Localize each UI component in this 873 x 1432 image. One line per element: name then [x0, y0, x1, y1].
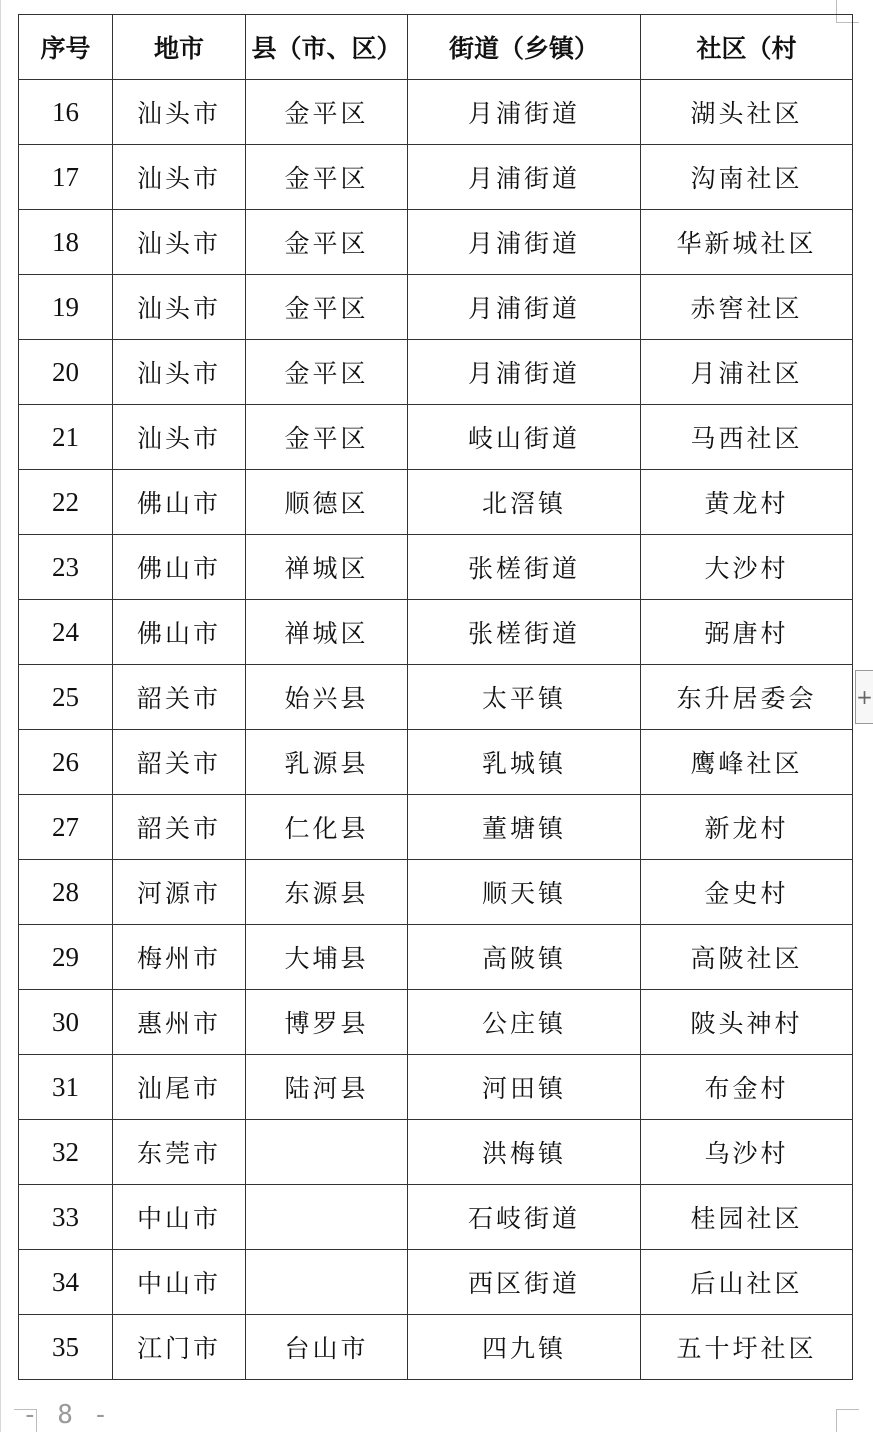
cell-city: 韶关市	[113, 795, 246, 860]
cell-county: 禅城区	[246, 535, 408, 600]
table-row	[19, 535, 853, 600]
table-row	[19, 405, 853, 470]
cell-county: 金平区	[246, 210, 408, 275]
cell-county: 顺德区	[246, 470, 408, 535]
cell-index: 31	[19, 1055, 113, 1120]
table-row	[19, 730, 853, 795]
cell-county: 陆河县	[246, 1055, 408, 1120]
cell-city: 韶关市	[113, 730, 246, 795]
cell-county: 金平区	[246, 405, 408, 470]
table-row	[19, 990, 853, 1055]
cell-county: 金平区	[246, 275, 408, 340]
cell-street: 乳城镇	[408, 730, 641, 795]
cell-community: 桂园社区	[641, 1185, 853, 1250]
cell-county: 金平区	[246, 340, 408, 405]
table-body	[19, 80, 853, 1380]
cell-index: 30	[19, 990, 113, 1055]
table-row	[19, 795, 853, 860]
cell-county: 仁化县	[246, 795, 408, 860]
table-row	[19, 275, 853, 340]
cell-street: 河田镇	[408, 1055, 641, 1120]
table-header-row	[19, 15, 853, 80]
cell-community: 金史村	[641, 860, 853, 925]
cell-street: 四九镇	[408, 1315, 641, 1380]
cell-community: 弼唐村	[641, 600, 853, 665]
header-community: 社区（村	[641, 15, 853, 80]
cell-index: 19	[19, 275, 113, 340]
cell-community: 沟南社区	[641, 145, 853, 210]
table-row	[19, 80, 853, 145]
header-city: 地市	[113, 15, 246, 80]
cell-county: 台山市	[246, 1315, 408, 1380]
cell-county: 始兴县	[246, 665, 408, 730]
cell-city: 东莞市	[113, 1120, 246, 1185]
cell-index: 20	[19, 340, 113, 405]
cell-street: 高陂镇	[408, 925, 641, 990]
cell-street: 张槎街道	[408, 600, 641, 665]
cell-index: 18	[19, 210, 113, 275]
cell-city: 梅州市	[113, 925, 246, 990]
table-row	[19, 860, 853, 925]
cell-city: 佛山市	[113, 470, 246, 535]
cell-street: 太平镇	[408, 665, 641, 730]
cell-index: 16	[19, 80, 113, 145]
cell-city: 汕头市	[113, 340, 246, 405]
cell-community: 大沙村	[641, 535, 853, 600]
page-edge	[0, 0, 1, 1432]
cell-street: 公庄镇	[408, 990, 641, 1055]
community-list-table	[18, 14, 853, 1380]
cell-community: 华新城社区	[641, 210, 853, 275]
cell-county	[246, 1185, 408, 1250]
cell-city: 汕头市	[113, 145, 246, 210]
cell-index: 22	[19, 470, 113, 535]
cell-street: 月浦街道	[408, 340, 641, 405]
cell-city: 汕尾市	[113, 1055, 246, 1120]
cell-city: 河源市	[113, 860, 246, 925]
cell-street: 月浦街道	[408, 145, 641, 210]
cell-index: 32	[19, 1120, 113, 1185]
table-row	[19, 600, 853, 665]
cell-street: 月浦街道	[408, 80, 641, 145]
cell-street: 月浦街道	[408, 275, 641, 340]
cell-street: 西区街道	[408, 1250, 641, 1315]
cell-community: 马西社区	[641, 405, 853, 470]
cell-street: 顺天镇	[408, 860, 641, 925]
table-row	[19, 1120, 853, 1185]
cell-index: 25	[19, 665, 113, 730]
cell-city: 汕头市	[113, 275, 246, 340]
cell-index: 35	[19, 1315, 113, 1380]
cell-community: 赤窖社区	[641, 275, 853, 340]
cell-community: 乌沙村	[641, 1120, 853, 1185]
cell-county: 金平区	[246, 80, 408, 145]
cell-city: 汕头市	[113, 405, 246, 470]
header-index: 序号	[19, 15, 113, 80]
cell-community: 月浦社区	[641, 340, 853, 405]
cell-community: 陂头神村	[641, 990, 853, 1055]
cell-community: 高陂社区	[641, 925, 853, 990]
cell-community: 黄龙村	[641, 470, 853, 535]
table-row	[19, 470, 853, 535]
cell-street: 张槎街道	[408, 535, 641, 600]
table-row	[19, 1250, 853, 1315]
table-row	[19, 665, 853, 730]
cell-street: 北滘镇	[408, 470, 641, 535]
cell-county	[246, 1250, 408, 1315]
cell-city: 汕头市	[113, 210, 246, 275]
table-row	[19, 1315, 853, 1380]
cell-city: 汕头市	[113, 80, 246, 145]
cell-street: 月浦街道	[408, 210, 641, 275]
cell-city: 中山市	[113, 1185, 246, 1250]
cell-community: 五十圩社区	[641, 1315, 853, 1380]
cell-county: 乳源县	[246, 730, 408, 795]
cell-community: 布金村	[641, 1055, 853, 1120]
cell-index: 24	[19, 600, 113, 665]
table-row	[19, 925, 853, 990]
cell-index: 23	[19, 535, 113, 600]
add-row-button[interactable]: +	[855, 670, 873, 724]
cell-street: 石岐街道	[408, 1185, 641, 1250]
cell-community: 东升居委会	[641, 665, 853, 730]
cell-community: 湖头社区	[641, 80, 853, 145]
page-number: - 8 -	[22, 1400, 111, 1430]
cell-community: 后山社区	[641, 1250, 853, 1315]
table-row	[19, 210, 853, 275]
cell-city: 佛山市	[113, 535, 246, 600]
cell-street: 岐山街道	[408, 405, 641, 470]
cell-county: 禅城区	[246, 600, 408, 665]
cell-city: 江门市	[113, 1315, 246, 1380]
cell-community: 新龙村	[641, 795, 853, 860]
cell-county	[246, 1120, 408, 1185]
header-county: 县（市、区）	[246, 15, 408, 80]
cell-county: 博罗县	[246, 990, 408, 1055]
table-row	[19, 1055, 853, 1120]
cell-index: 21	[19, 405, 113, 470]
cell-county: 大埔县	[246, 925, 408, 990]
cell-index: 27	[19, 795, 113, 860]
cell-index: 34	[19, 1250, 113, 1315]
cell-index: 33	[19, 1185, 113, 1250]
cell-index: 29	[19, 925, 113, 990]
cell-city: 韶关市	[113, 665, 246, 730]
cell-county: 金平区	[246, 145, 408, 210]
cell-index: 17	[19, 145, 113, 210]
cell-county: 东源县	[246, 860, 408, 925]
crop-mark-bottom-right	[836, 1409, 859, 1432]
cell-index: 26	[19, 730, 113, 795]
table-row	[19, 145, 853, 210]
cell-index: 28	[19, 860, 113, 925]
cell-street: 洪梅镇	[408, 1120, 641, 1185]
cell-city: 惠州市	[113, 990, 246, 1055]
cell-community: 鹰峰社区	[641, 730, 853, 795]
header-street: 街道（乡镇）	[408, 15, 641, 80]
cell-city: 中山市	[113, 1250, 246, 1315]
table-row	[19, 1185, 853, 1250]
cell-city: 佛山市	[113, 600, 246, 665]
cell-street: 董塘镇	[408, 795, 641, 860]
table-row	[19, 340, 853, 405]
